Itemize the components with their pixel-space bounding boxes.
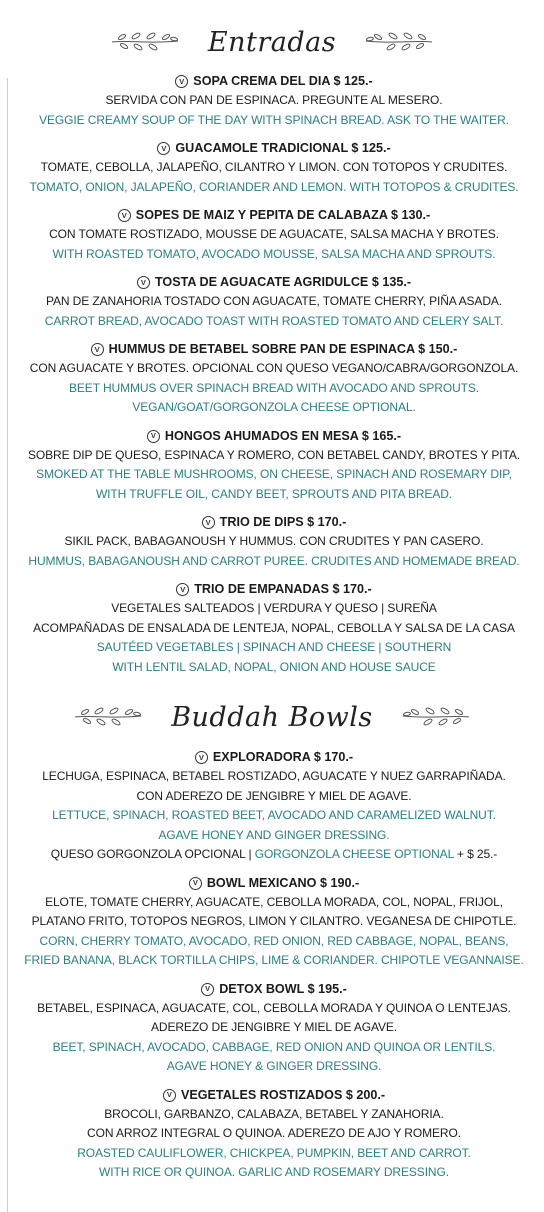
menu-item [10,72,538,130]
description-english: WITH TRUFFLE OIL, CANDY BEET, SPROUTS AND PITA BREAD. [95,486,453,501]
left-border-rule [7,78,8,1212]
description-english: LETTUCE, SPINACH, ROASTED BEET, AVOCADO AND CARAMELIZED WALNUT. [52,808,496,822]
menu-item [10,748,538,865]
menu-item-title [10,580,538,599]
description-spanish: BETABEL, ESPINACA, AGUACATE, COL, CEBOLLA MORADA Y QUINOA O LENTEJAS. [37,1000,511,1015]
description-english: WITH ROASTED TOMATO, AVOCADO MOUSSE, SALSA MACHA AND SPROUTS. [52,246,496,261]
description-spanish: CON TOMATE ROSTIZADO, MOUSSE DE AGUACATE, SALSA MACHA Y BROTES. [49,227,499,241]
menu-item-title [10,72,538,91]
menu-item-name-price: DETOX BOWL $ 195.- [219,981,347,996]
menu-item-name-price: SOPA CREMA DEL DIA $ 125.- [193,74,373,88]
vegan-v-icon: V [91,343,104,356]
vegan-v-icon: V [176,583,189,596]
description-english: CORN, CHERRY TOMATO, AVOCADO, RED ONION, RED CABBAGE, NOPAL, BEANS, [39,933,509,948]
vegan-v-icon: V [118,209,131,222]
menu-item-name-price: TRIO DE DIPS $ 170.- [219,515,347,529]
vegan-v-icon: V [201,983,214,996]
leaf-sprig-icon [401,706,471,728]
menu-item-title [10,139,538,158]
addon-english: GORGONZOLA CHEESE OPTIONAL [254,847,454,861]
description-spanish: VEGETALES SALTEADOS | VERDURA Y QUESO | SUREÑA [111,601,437,615]
description-english: SMOKED AT THE TABLE MUSHROOMS, ON CHEESE, SPINACH AND ROSEMARY DIP, [36,467,512,481]
description-english: BEET HUMMUS OVER SPINACH BREAD WITH AVOCADO AND SPROUTS. [68,380,480,395]
description-english: BEET, SPINACH, AVOCADO, CABBAGE, RED ONION AND QUINOA OR LENTILS. [52,1039,496,1054]
description-english: WITH RICE OR QUINOA. GARLIC AND ROSEMARY DRESSING. [99,1165,449,1179]
description-spanish: SOBRE DIP DE QUESO, ESPINACA Y ROMERO, CON BETABEL CANDY, BROTES Y PITA. [27,447,521,462]
menu-item [10,206,538,264]
menu-item-name-price: GUACAMOLE TRADICIONAL $ 125.- [175,141,391,155]
menu-item-name-price: VEGETALES ROSTIZADOS $ 200.- [180,1087,386,1102]
description-english: SAUTÉED VEGETABLES | SPINACH AND CHEESE | SOUTHERN [96,640,452,654]
vegan-v-icon: V [137,276,150,289]
menu-item-title [10,340,538,359]
description-english: WITH LENTIL SALAD, NOPAL, ONION AND HOUSE SAUCE [112,659,436,674]
vegan-v-icon: V [189,877,202,890]
leaf-sprig-icon [73,706,143,728]
menu-item [10,513,538,571]
addon-price: + $ 25.- [453,847,498,861]
section-header [0,12,544,72]
menu-item [10,1086,538,1183]
addon-spanish: QUESO GORGONZOLA OPCIONAL | [50,847,255,861]
description-spanish: BROCOLI, GARBANZO, CALABAZA, BETABEL Y ZANAHORIA. [104,1106,444,1121]
menu-item-name-price: HONGOS AHUMADOS EN MESA $ 165.- [164,428,402,443]
description-english: CARROT BREAD, AVOCADO TOAST WITH ROASTED TOMATO AND CELERY SALT. [44,313,504,328]
description-spanish: SERVIDA CON PAN DE ESPINACA. PREGUNTE AL MESERO. [105,93,443,107]
description-spanish: CON ADEREZO DE JENGIBRE Y MIEL DE AGAVE. [136,788,412,803]
vegan-v-icon: V [195,751,208,764]
description-spanish: ELOTE, TOMATE CHERRY, AGUACATE, CEBOLLA MORADA, COL, NOPAL, FRIJOL, [45,894,503,909]
menu-item [10,980,538,1077]
menu-item-title [10,748,538,767]
description-english: VEGGIE CREAMY SOUP OF THE DAY WITH SPINACH BREAD. ASK TO THE WAITER. [39,112,509,127]
menu-item-title [10,427,538,446]
description-spanish: TOMATE, CEBOLLA, JALAPEÑO, CILANTRO Y LIMON. CON TOTOPOS Y CRUDITES. [40,160,508,174]
description-english: FRIED BANANA, BLACK TORTILLA CHIPS, LIME & CORIANDER. CHIPOTLE VEGANNAISE. [24,953,524,967]
menu-item-title [10,206,538,225]
description-spanish: LECHUGA, ESPINACA, BETABEL ROSTIZADO, AGUACATE Y NUEZ GARRAPIÑADA. [42,769,506,783]
optional-addon [10,845,538,865]
description-spanish: CON ARROZ INTEGRAL O QUINOA. ADEREZO DE AJO Y ROMERO. [87,1126,461,1140]
description-spanish: PLATANO FRITO, TOTOPOS NEGROS, LIMON Y CILANTRO. VEGANESA DE CHIPOTLE. [31,914,517,928]
menu-item-title [10,273,538,292]
description-english: TOMATO, ONION, JALAPEÑO, CORIANDER AND LEMON. WITH TOTOPOS & CRUDITES. [29,179,519,194]
menu-item-name-price: TRIO DE EMPANADAS $ 170.- [194,582,372,596]
menu-item-title [10,874,538,893]
menu-item-name-price: BOWL MEXICANO $ 190.- [206,875,360,890]
description-english: AGAVE HONEY AND GINGER DRESSING. [158,827,390,842]
menu-item-title [10,513,538,532]
leaf-sprig-icon [110,31,180,53]
vegan-v-icon: V [157,142,170,155]
description-english: VEGAN/GOAT/GORGONZOLA CHEESE OPTIONAL. [132,400,416,414]
leaf-sprig-icon [364,31,434,53]
menu-item [10,874,538,971]
menu-item-title [10,980,538,999]
section-items [0,748,544,1183]
section-title: Buddah Bowls [171,701,373,733]
menu-item [10,427,538,505]
description-spanish: CON AGUACATE Y BROTES. OPCIONAL CON QUESO VEGANO/CABRA/GORGONZOLA. [29,361,519,375]
description-spanish: ACOMPAÑADAS DE ENSALADA DE LENTEJA, NOPAL, CEBOLLA Y SALSA DE LA CASA [33,620,515,635]
menu-item [10,340,538,418]
menu [0,12,544,1183]
vegan-v-icon: V [163,1089,176,1102]
menu-item [10,139,538,197]
menu-item-name-price: TOSTA DE AGUACATE AGRIDULCE $ 135.- [154,275,412,289]
menu-item [10,273,538,331]
description-spanish: SIKIL PACK, BABAGANOUSH Y HUMMUS. CON CRUDITES Y PAN CASERO. [64,534,484,548]
vegan-v-icon: V [175,75,188,88]
section-items [0,72,544,677]
menu-item-name-price: HUMMUS DE BETABEL SOBRE PAN DE ESPINACA $ 150.- [108,342,458,356]
description-english: ROASTED CAULIFLOWER, CHICKPEA, PUMPKIN, BEET AND CARROT. [77,1145,471,1160]
vegan-v-icon: V [202,516,215,529]
description-english: HUMMUS, BABAGANOUSH AND CARROT PUREE. CRUDITES AND HOMEMADE BREAD. [28,553,520,568]
menu-item-name-price: SOPES DE MAIZ Y PEPITA DE CALABAZA $ 130.- [135,208,431,222]
section-header [0,686,544,748]
menu-item [10,580,538,677]
description-spanish: ADEREZO DE JENGIBRE Y MIEL DE AGAVE. [150,1020,398,1034]
description-spanish: PAN DE ZANAHORIA TOSTADO CON AGUACATE, TOMATE CHERRY, PIÑA ASADA. [45,294,503,308]
vegan-v-icon: V [147,430,160,443]
section-title: Entradas [207,26,337,58]
menu-item-name-price: EXPLORADORA $ 170.- [212,750,354,764]
description-english: AGAVE HONEY & GINGER DRESSING. [166,1059,382,1073]
menu-item-title [10,1086,538,1105]
